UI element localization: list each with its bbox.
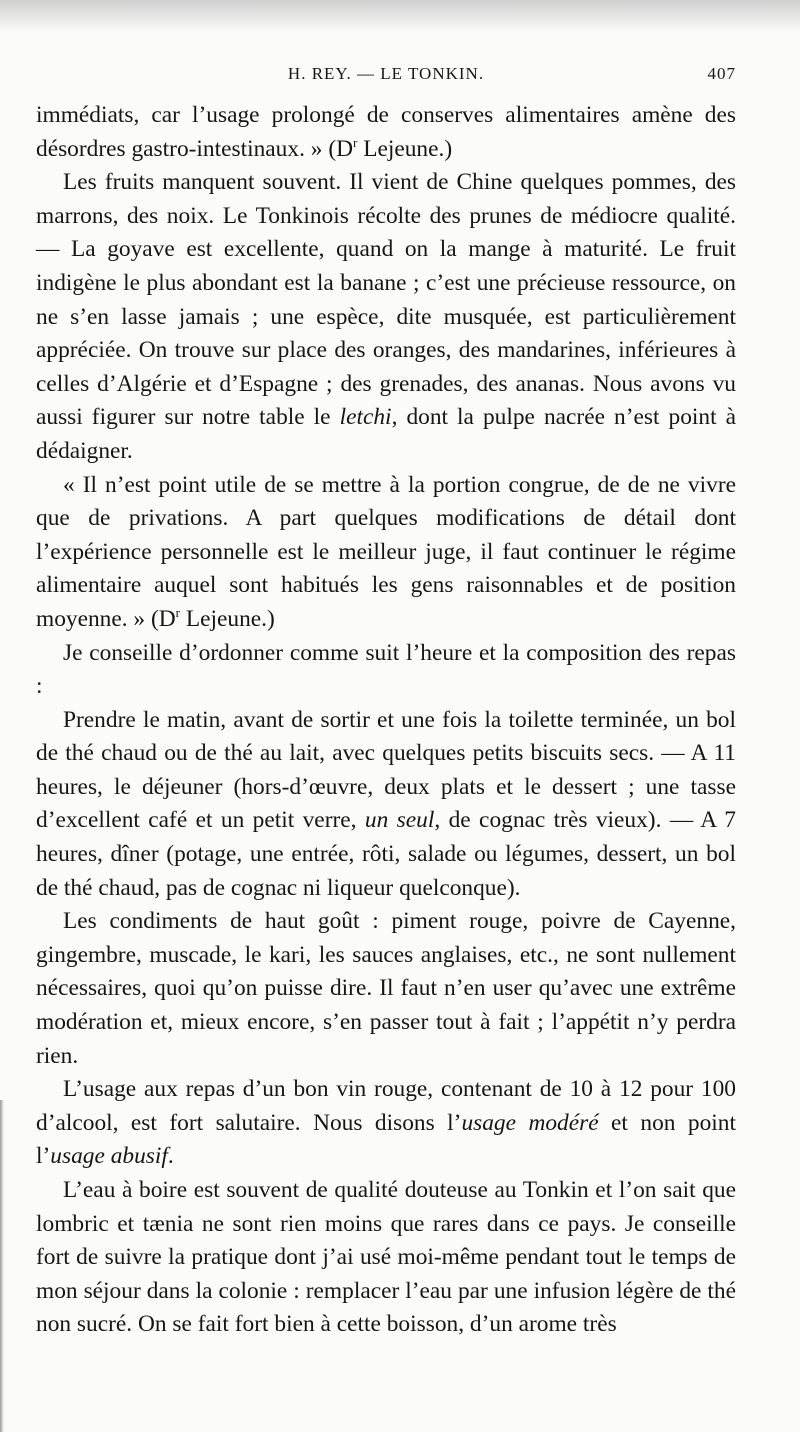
italic-text: un seul bbox=[364, 807, 435, 834]
running-head: H. REY. — LE TONKIN. bbox=[287, 64, 485, 83]
page-number: 407 bbox=[707, 64, 736, 83]
text-segment: , dont la pulpe nacrée n’est point à dédaigner. bbox=[36, 404, 736, 464]
paragraph bbox=[36, 166, 736, 468]
paragraph bbox=[36, 704, 736, 906]
text-segment: Les condiments de haut goût : piment rouge, poivre de Cayenne, gingembre, muscade, le kari, les sauces anglaises, etc., ne sont nullement nécessaires, quoi qu’on puisse dire. Il faut n’en user qu’avec une extrême modération et, mieux encore, s’en passer tout à fait ; l’appétit n’y perdra rien. bbox=[36, 908, 736, 1069]
text-segment: « Il n’est point utile de se mettre à la portion congrue, de de ne vivre que de privations. A part quelques modifications de détail dont l’expérience personnelle est le meilleur juge, il faut continuer le régime alimentaire auquel sont habitués les gens raisonnables et de position moyenne. » (D bbox=[36, 471, 736, 632]
italic-text: letchi bbox=[339, 404, 392, 431]
paragraph bbox=[36, 469, 736, 637]
text-segment: Les fruits manquent souvent. Il vient de Chine quelques pommes, des marrons, des noix. Le Tonkinois récolte des prunes de médiocre qualité. — La goyave est excellente, quand on la mange à maturité. Le fruit indigène le plus abondant est la banane ; c’est une précieuse ressource, on ne s’en lasse jamais ; une espèce, dite musquée, est particulièrement appréciée. On trouve sur place des oranges, des mandarines, inférieures à celles d’Algérie et d’Espagne ; des grenades, des ananas. Nous avons vu aussi figurer sur notre table le bbox=[36, 169, 736, 431]
paragraph bbox=[36, 637, 736, 704]
paragraph bbox=[36, 99, 736, 166]
text-segment: immédiats, car l’usage prolongé de conserves alimentaires amène des désordres gastro-intestinaux. » (D bbox=[36, 102, 736, 162]
scan-top-shading bbox=[0, 0, 800, 32]
text-segment: Lejeune.) bbox=[357, 135, 453, 162]
text-segment: L’usage aux repas d’un bon vin rouge, contenant de 10 à 12 pour 100 d’alcool, est fort salutaire. Nous disons l’ bbox=[36, 1076, 736, 1136]
italic-text: usage abusif bbox=[50, 1143, 168, 1170]
superscript: r bbox=[353, 134, 358, 150]
paragraph bbox=[36, 1174, 736, 1342]
paragraph bbox=[36, 1073, 736, 1174]
page-header bbox=[36, 64, 736, 92]
text-segment: Prendre le matin, avant de sortir et une fois la toilette terminée, un bol de thé chaud ou de thé au lait, avec quelques petits biscuits secs. — A 11 heures, le déjeuner (hors-d’œuvre, deux plats et le dessert ; une tasse d’excellent café et un petit verre, bbox=[36, 706, 736, 834]
italic-text: usage modéré bbox=[461, 1109, 599, 1136]
body-text bbox=[36, 99, 736, 1342]
text-segment: . bbox=[167, 1143, 174, 1170]
text-segment: Lejeune.) bbox=[180, 605, 275, 632]
text-segment: L’eau à boire est souvent de qualité douteuse au Tonkin et l’on sait que lombric et tænia ne sont rien moins que rares dans ce pays. Je conseille fort de suivre la pratique dont j’ai usé moi-même pendant tout le temps de mon séjour dans la colonie : remplacer l’eau par une infusion légère de thé non sucré. On se fait fort bien à cette boisson, d’un arome très bbox=[36, 1177, 736, 1338]
superscript: r bbox=[175, 605, 181, 621]
text-segment: et non point l’ bbox=[36, 1109, 736, 1170]
scan-left-edge-shading bbox=[0, 1100, 4, 1432]
paragraph bbox=[36, 905, 736, 1073]
text-segment: , de cognac très vieux). — A 7 heures, dîner (potage, une entrée, rôti, salade ou légumes, dessert, un bol de thé chaud, pas de cognac ni liqueur quelconque). bbox=[36, 807, 736, 901]
text-segment: Je conseille d’ordonner comme suit l’heure et la composition des repas : bbox=[36, 639, 736, 700]
